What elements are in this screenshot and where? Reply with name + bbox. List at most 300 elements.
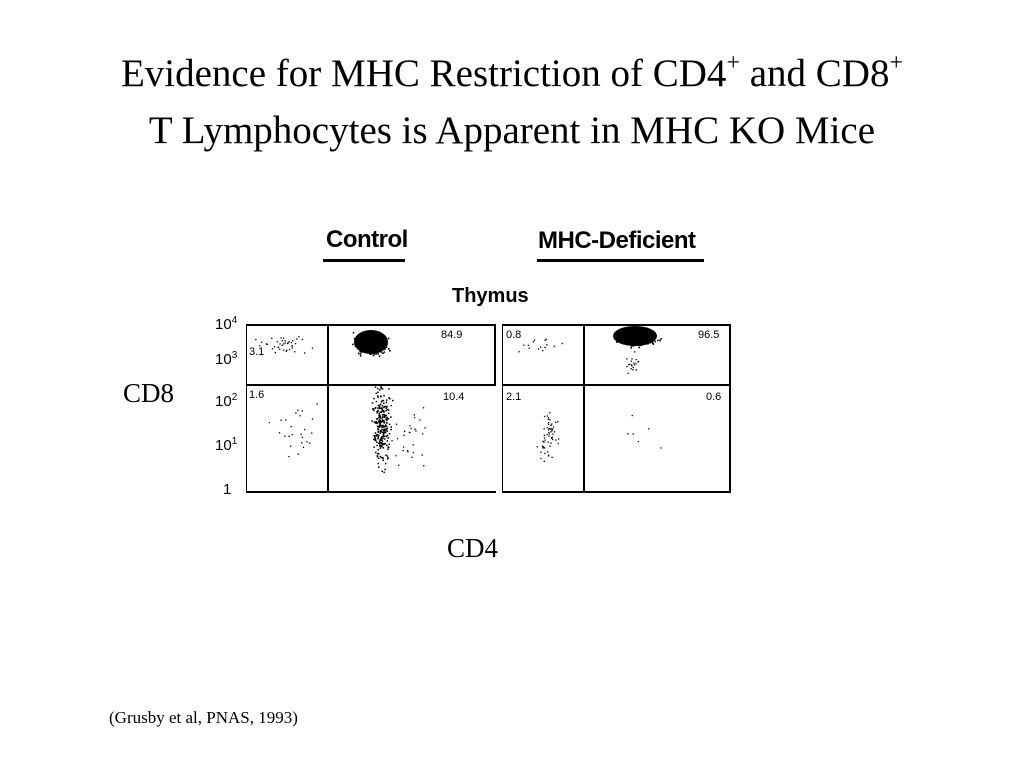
event-dot [372,408,374,410]
event-dot [379,407,381,409]
event-dot [542,446,543,447]
event-dot [304,352,305,353]
event-dot [396,424,397,425]
event-dot [638,441,639,442]
event-dot [409,432,410,433]
event-dot [548,455,549,456]
event-dot [414,417,415,418]
event-dot [546,344,547,345]
event-dot [381,342,383,344]
event-dot [379,417,381,419]
title-text-b: and CD8 [739,52,890,95]
event-dot [404,431,405,432]
event-dot [643,334,645,336]
event-dot [423,407,424,408]
event-dot [625,336,627,338]
event-dot [638,339,640,341]
event-dot [538,348,539,349]
event-dot [295,343,296,344]
event-dot [385,430,387,432]
event-dot [411,428,412,429]
event-dot [274,346,275,347]
event-dot [552,457,553,458]
event-dot [378,405,380,407]
event-dot [386,410,388,412]
event-dot [287,343,288,344]
event-dot [376,445,378,447]
event-dot [384,438,386,440]
event-dot [298,454,299,455]
event-dot [389,398,391,400]
event-dot [638,361,639,362]
event-dot [660,447,661,448]
event-dot [547,415,548,416]
event-dot [290,446,291,447]
plot-mhc-svg [502,324,742,494]
event-dot [383,472,385,474]
event-dot [631,338,633,340]
event-dot [378,435,380,437]
event-dot [366,333,368,335]
y-tick-10-3: $10^3$ [215,350,238,368]
event-dot [384,469,386,471]
event-dot [387,455,389,457]
quadrant-label-control-top-right: 84.9 [441,329,463,341]
event-dot [383,395,385,397]
event-dot [382,388,384,390]
event-dot [379,413,381,415]
event-dot [301,442,302,443]
event-dot [553,426,554,427]
event-dot [533,341,534,342]
event-dot [544,437,545,438]
event-dot [404,435,405,436]
event-dot [364,347,366,349]
event-dot [637,340,639,342]
event-dot [647,343,649,345]
event-dot [419,419,420,420]
event-dot [378,449,380,451]
event-dot [291,426,292,427]
event-dot [380,346,382,348]
event-dot [359,337,361,339]
event-dot [309,443,310,444]
event-dot [391,429,393,431]
quadrant-label-mhc-bottom-left: 2.1 [506,391,522,403]
event-dot [631,364,632,365]
event-dot [548,436,549,437]
event-dot [384,416,386,418]
event-dot [641,345,643,347]
event-dot [358,336,360,338]
event-dot [383,433,385,435]
event-dot [544,440,545,441]
event-dot [385,463,387,465]
event-dot [261,342,262,343]
event-dot [382,349,384,351]
event-dot [544,453,545,454]
event-dot [377,388,379,390]
event-dot [380,395,382,397]
event-dot [359,339,361,341]
event-dot [378,443,380,445]
event-dot [383,414,385,416]
event-dot [378,431,380,433]
event-dot [549,412,550,413]
event-dot [382,458,384,460]
event-dot [641,343,643,345]
event-dot [375,432,377,434]
event-dot [365,338,367,340]
event-dot [289,349,290,350]
event-dot [549,428,550,429]
event-dot [631,368,632,369]
event-dot [378,437,380,439]
event-dot [544,416,545,417]
event-dot [644,338,646,340]
event-dot [618,333,620,335]
event-dot [633,362,634,363]
event-dot [549,433,550,434]
event-dot [644,336,646,338]
event-dot [557,421,558,422]
event-dot [382,436,384,438]
event-dot [628,364,629,365]
plot-mhc-events [518,326,661,462]
event-dot [647,339,649,341]
event-dot [386,347,388,349]
event-dot [548,417,549,418]
event-dot [639,337,641,339]
event-dot [373,340,375,342]
event-dot [282,340,283,341]
event-dot [277,341,278,342]
panel-title-mhc-underline [537,259,704,262]
y-axis-label: CD8 [123,378,175,408]
event-dot [377,428,379,430]
event-dot [632,344,634,346]
event-dot [651,336,653,338]
event-dot [285,419,286,420]
event-dot [378,339,380,341]
event-dot [255,339,256,340]
event-dot [548,422,549,423]
event-dot [354,338,356,340]
event-dot [281,420,282,421]
event-dot [377,397,379,399]
event-dot [378,463,380,465]
event-dot [386,426,388,428]
event-dot [617,337,619,339]
event-dot [298,336,299,337]
event-dot [632,369,633,370]
event-dot [379,432,381,434]
event-dot [626,333,628,335]
event-dot [379,422,381,424]
event-dot [633,339,635,341]
event-dot [621,342,623,344]
event-dot [641,333,643,335]
title-sup-1: + [726,50,740,76]
event-dot [534,339,535,340]
event-dot [657,340,659,342]
event-dot [317,404,318,405]
event-dot [278,346,279,347]
event-dot [422,433,423,434]
event-dot [376,393,378,395]
event-dot [383,431,385,433]
event-dot [370,341,372,343]
event-dot [292,340,293,341]
event-dot [280,337,281,338]
event-dot [373,435,375,437]
event-dot [391,440,392,441]
event-dot [379,416,381,418]
event-dot [294,351,295,352]
event-dot [361,336,363,338]
event-dot [375,407,377,409]
event-dot [354,341,356,343]
event-dot [384,430,386,432]
event-dot [387,449,389,451]
event-dot [379,445,381,447]
event-dot [619,336,621,338]
event-dot [380,349,382,351]
event-dot [288,456,289,457]
event-dot [373,398,375,400]
event-dot [381,439,383,441]
event-dot [382,438,384,440]
event-dot [385,436,387,438]
event-dot [377,411,379,413]
event-dot [414,414,415,415]
event-dot [379,341,381,343]
event-dot [359,342,361,344]
event-dot [551,424,552,425]
event-dot [636,335,638,337]
event-dot [634,364,635,365]
event-dot [395,455,396,456]
event-dot [367,337,369,339]
event-dot [382,460,384,462]
event-dot [660,338,662,340]
event-dot [353,332,355,334]
event-dot [398,465,399,466]
event-dot [411,457,412,458]
event-dot [633,433,634,434]
quadrant-label-control-bottom-right: 10.4 [443,391,465,403]
event-dot [368,352,370,354]
event-dot [544,347,545,348]
event-dot [382,431,384,433]
event-dot [628,341,630,343]
scatter-plot-control [246,324,496,494]
event-dot [414,429,415,430]
event-dot [292,434,293,435]
event-dot [375,423,377,425]
event-dot [311,433,312,434]
event-dot [383,422,385,424]
event-dot [391,405,392,406]
event-dot [390,416,392,418]
event-dot [625,338,627,340]
event-dot [382,341,384,343]
event-dot [562,343,563,344]
event-dot [554,346,555,347]
event-dot [375,437,377,439]
event-dot [529,348,530,349]
event-dot [551,437,552,438]
event-dot [380,456,382,458]
event-dot [289,436,290,437]
event-dot [382,352,384,354]
event-dot [407,450,408,451]
event-dot [282,345,283,346]
event-dot [647,331,649,333]
event-dot [645,343,647,345]
event-dot [634,337,636,339]
event-dot [550,431,551,432]
event-dot [632,415,633,416]
event-dot [640,334,642,336]
event-dot [375,386,377,388]
event-dot [387,440,389,442]
event-dot [379,355,381,357]
event-dot [364,349,366,351]
event-dot [364,344,366,346]
event-dot [380,404,382,406]
event-dot [552,434,553,435]
event-dot [296,338,297,339]
event-dot [389,433,391,435]
event-dot [413,452,414,453]
tissue-label: Thymus [452,285,529,307]
event-dot [542,441,543,442]
event-dot [558,438,559,439]
event-dot [364,346,366,348]
event-dot [552,439,553,440]
event-dot [377,353,379,355]
event-dot [289,341,290,342]
event-dot [382,400,384,402]
event-dot [378,337,380,339]
event-dot [302,339,303,340]
event-dot [385,443,387,445]
event-dot [370,333,372,335]
event-dot [386,399,388,401]
citation: (Grusby et al, PNAS, 1993) [109,708,298,727]
event-dot [642,332,644,334]
event-dot [381,444,383,446]
event-dot [283,338,284,339]
event-dot [370,338,372,340]
event-dot [302,437,303,438]
event-dot [379,426,381,428]
event-dot [622,331,624,333]
event-dot [627,433,628,434]
event-dot [285,342,286,343]
event-dot [383,436,385,438]
event-dot [528,345,529,346]
event-dot [379,389,381,391]
event-dot [386,444,388,446]
event-dot [544,428,545,429]
event-dot [622,338,624,340]
event-dot [422,454,423,455]
event-dot [385,339,387,341]
event-dot [375,352,377,354]
event-dot [377,453,379,455]
event-dot [397,438,398,439]
event-dot [523,345,524,346]
event-dot [383,407,385,409]
event-dot [387,428,389,430]
event-dot [550,425,551,426]
event-dot [620,334,622,336]
event-dot [543,447,544,448]
event-dot [629,331,631,333]
y-tick-10-4: $10^4$ [215,315,238,333]
event-dot [366,352,368,354]
event-dot [403,450,404,451]
event-dot [371,347,373,349]
event-dot [388,388,390,390]
event-dot [413,444,414,445]
event-dot [540,458,541,459]
event-dot [381,425,383,427]
y-tick-10-1: $10^1$ [215,436,238,454]
event-dot [388,413,390,415]
event-dot [644,333,646,335]
event-dot [376,418,378,420]
event-dot [381,410,383,412]
event-dot [625,334,627,336]
y-tick-10-2: $10^2$ [215,392,238,410]
event-dot [388,348,390,350]
event-dot [625,341,627,343]
event-dot [267,344,268,345]
event-dot [312,418,313,419]
event-dot [388,418,390,420]
event-dot [367,338,369,340]
event-dot [286,351,287,352]
event-dot [629,364,630,365]
event-dot [632,335,634,337]
event-dot [297,410,298,411]
scatter-plot-mhc-deficient [502,324,742,494]
event-dot [377,395,379,397]
event-dot [547,451,548,452]
event-dot [379,424,381,426]
event-dot [631,358,632,359]
event-dot [629,333,631,335]
event-dot [379,440,381,442]
event-dot [641,339,643,341]
event-dot [380,336,382,338]
event-dot [654,341,656,343]
event-dot [380,448,382,450]
event-dot [377,392,379,394]
event-dot [380,351,382,353]
event-dot [269,422,270,423]
event-dot [388,409,390,411]
title-line-2: T Lymphocytes is Apparent in MHC KO Mice [148,109,876,152]
event-dot [375,339,377,341]
event-dot [634,342,636,344]
event-dot [548,424,549,425]
title-line-1 [121,52,903,95]
event-dot [382,345,384,347]
